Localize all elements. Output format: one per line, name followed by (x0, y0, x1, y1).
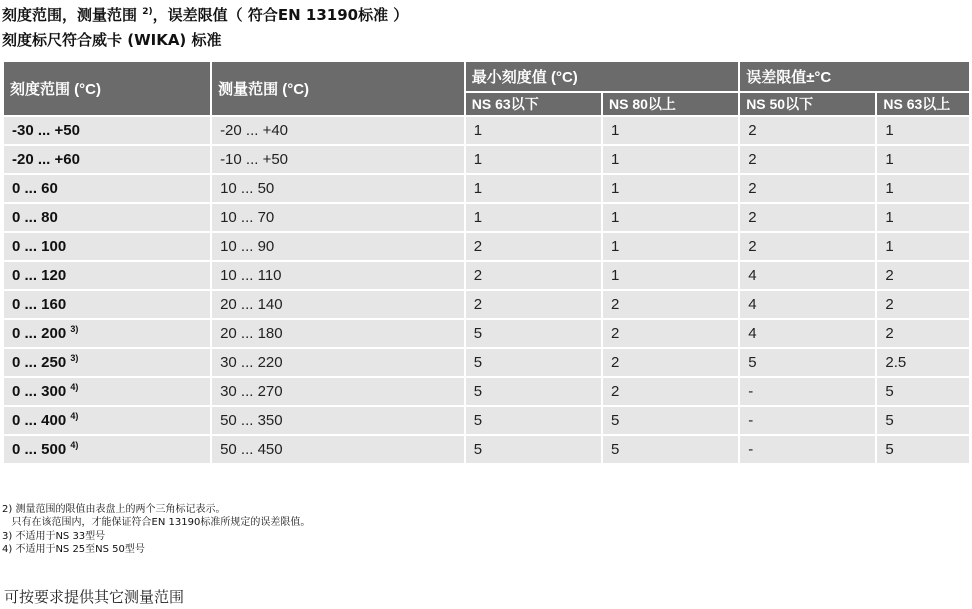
scale-range-value: 0 ... 200 (12, 325, 67, 342)
table-title (2, 4, 408, 25)
table-row (4, 175, 969, 202)
cell-error-ns50-below: 5 (740, 349, 875, 376)
title-footnote-ref: 2) (142, 7, 153, 17)
cell-scale-range (4, 262, 210, 289)
cell-min-scale-ns80-above: 1 (603, 204, 738, 231)
cell-error-ns63-above: 2.5 (877, 349, 969, 376)
scale-range-value: 0 ... 500 (12, 441, 67, 458)
table-row (4, 146, 969, 173)
cell-min-scale-ns63-below: 1 (466, 175, 601, 202)
cell-error-ns50-below: - (740, 407, 875, 434)
cell-min-scale-ns80-above: 1 (603, 146, 738, 173)
cell-error-ns63-above: 5 (877, 378, 969, 405)
spec-table (2, 60, 971, 465)
cell-error-ns50-below: 2 (740, 204, 875, 231)
cell-scale-range (4, 320, 210, 347)
cell-min-scale-ns63-below: 5 (466, 378, 601, 405)
title-text-tail: ，误差限值（ 符合EN 13190标准 ） (152, 6, 409, 24)
cell-min-scale-ns63-below: 2 (466, 291, 601, 318)
header-min-scale-value: 最小刻度值 (°C) (466, 62, 738, 91)
cell-min-scale-ns63-below: 2 (466, 233, 601, 260)
cell-min-scale-ns80-above: 1 (603, 175, 738, 202)
table-row (4, 378, 969, 405)
cell-error-ns50-below: 4 (740, 262, 875, 289)
footnote-ref: 4) (70, 382, 79, 392)
cell-error-ns50-below: 2 (740, 175, 875, 202)
cell-min-scale-ns80-above: 2 (603, 378, 738, 405)
cell-scale-range (4, 436, 210, 463)
cell-scale-range (4, 291, 210, 318)
table-body (4, 117, 969, 463)
table-row (4, 117, 969, 144)
table-row (4, 204, 969, 231)
cell-measuring-range: 20 ... 140 (212, 291, 464, 318)
table-row (4, 436, 969, 463)
cell-error-ns63-above: 1 (877, 204, 969, 231)
scale-range-value: -30 ... +50 (12, 122, 80, 139)
table-row (4, 262, 969, 289)
subheader-ns63-below: NS 63以下 (466, 93, 601, 115)
table-row (4, 320, 969, 347)
table-row (4, 291, 969, 318)
cell-measuring-range: 10 ... 90 (212, 233, 464, 260)
cell-min-scale-ns63-below: 5 (466, 436, 601, 463)
scale-range-value: 0 ... 120 (12, 267, 67, 284)
footnotes (2, 489, 310, 570)
cell-measuring-range: -10 ... +50 (212, 146, 464, 173)
cell-scale-range (4, 349, 210, 376)
footnote-3: 3) 不适用于NS 33型号 (2, 530, 106, 542)
footer-note: 可按要求提供其它测量范围 (4, 588, 185, 606)
cell-min-scale-ns63-below: 5 (466, 320, 601, 347)
cell-min-scale-ns80-above: 1 (603, 262, 738, 289)
scale-range-value: 0 ... 100 (12, 238, 67, 255)
cell-measuring-range: 30 ... 270 (212, 378, 464, 405)
cell-min-scale-ns63-below: 1 (466, 146, 601, 173)
cell-measuring-range: 20 ... 180 (212, 320, 464, 347)
subheader-ns80-above: NS 80以上 (603, 93, 738, 115)
table-row (4, 349, 969, 376)
cell-error-ns63-above: 5 (877, 407, 969, 434)
cell-scale-range (4, 407, 210, 434)
cell-min-scale-ns80-above: 1 (603, 117, 738, 144)
cell-min-scale-ns63-below: 1 (466, 117, 601, 144)
cell-min-scale-ns63-below: 2 (466, 262, 601, 289)
cell-measuring-range: 50 ... 450 (212, 436, 464, 463)
cell-scale-range (4, 117, 210, 144)
cell-error-ns50-below: - (740, 378, 875, 405)
cell-measuring-range: 10 ... 50 (212, 175, 464, 202)
scale-range-value: 0 ... 250 (12, 354, 67, 371)
table-subtitle: 刻度标尺符合威卡 (WIKA) 标准 (2, 31, 222, 49)
cell-min-scale-ns63-below: 5 (466, 349, 601, 376)
header-measuring-range: 测量范围 (°C) (212, 62, 464, 115)
cell-error-ns63-above: 1 (877, 117, 969, 144)
footnote-ref: 4) (70, 440, 79, 450)
header-scale-range: 刻度范围 (°C) (4, 62, 210, 115)
cell-min-scale-ns80-above: 5 (603, 407, 738, 434)
cell-min-scale-ns80-above: 1 (603, 233, 738, 260)
scale-range-value: -20 ... +60 (12, 151, 80, 168)
cell-min-scale-ns80-above: 5 (603, 436, 738, 463)
cell-error-ns63-above: 2 (877, 320, 969, 347)
cell-min-scale-ns80-above: 2 (603, 320, 738, 347)
footnote-4: 4) 不适用于NS 25至NS 50型号 (2, 544, 145, 555)
cell-scale-range (4, 378, 210, 405)
cell-min-scale-ns80-above: 2 (603, 291, 738, 318)
footnote-2-cont: 只有在该范围内，才能保证符合EN 13190标准所规定的误差限值。 (2, 517, 311, 528)
subheader-ns63-above: NS 63以上 (877, 93, 969, 115)
footnote-ref: 4) (70, 411, 79, 421)
subheader-ns50-below: NS 50以下 (740, 93, 875, 115)
cell-error-ns50-below: 2 (740, 146, 875, 173)
footnote-2: 2) 测量范围的限值由表盘上的两个三角标记表示。 (2, 503, 226, 515)
cell-error-ns50-below: 2 (740, 117, 875, 144)
scale-range-value: 0 ... 300 (12, 383, 67, 400)
footnote-ref: 3) (70, 324, 79, 334)
cell-measuring-range: 30 ... 220 (212, 349, 464, 376)
scale-range-value: 0 ... 400 (12, 412, 67, 429)
cell-error-ns63-above: 1 (877, 175, 969, 202)
cell-measuring-range: 10 ... 110 (212, 262, 464, 289)
header-error-limit: 误差限值±°C (740, 62, 969, 91)
cell-measuring-range: -20 ... +40 (212, 117, 464, 144)
scale-range-value: 0 ... 60 (12, 180, 58, 197)
cell-error-ns63-above: 2 (877, 291, 969, 318)
cell-error-ns50-below: 2 (740, 233, 875, 260)
cell-min-scale-ns63-below: 1 (466, 204, 601, 231)
scale-range-value: 0 ... 80 (12, 209, 58, 226)
cell-measuring-range: 50 ... 350 (212, 407, 464, 434)
cell-scale-range (4, 233, 210, 260)
cell-error-ns63-above: 1 (877, 233, 969, 260)
footnote-ref: 3) (70, 353, 79, 363)
table-row (4, 233, 969, 260)
cell-error-ns63-above: 1 (877, 146, 969, 173)
cell-scale-range (4, 146, 210, 173)
cell-error-ns50-below: 4 (740, 291, 875, 318)
cell-error-ns63-above: 5 (877, 436, 969, 463)
cell-error-ns50-below: 4 (740, 320, 875, 347)
cell-min-scale-ns80-above: 2 (603, 349, 738, 376)
scale-range-value: 0 ... 160 (12, 296, 67, 313)
cell-scale-range (4, 175, 210, 202)
cell-error-ns63-above: 2 (877, 262, 969, 289)
cell-measuring-range: 10 ... 70 (212, 204, 464, 231)
table-row (4, 407, 969, 434)
cell-error-ns50-below: - (740, 436, 875, 463)
cell-min-scale-ns63-below: 5 (466, 407, 601, 434)
cell-scale-range (4, 204, 210, 231)
title-text: 刻度范围，测量范围 (2, 6, 138, 24)
